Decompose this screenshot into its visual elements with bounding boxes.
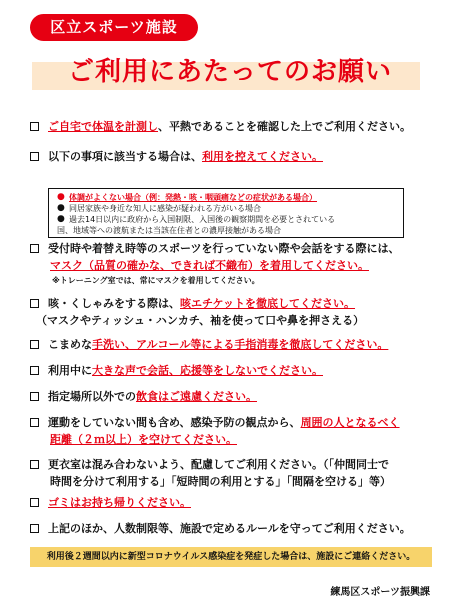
item-temperature: ご自宅で体温を計測し、平熱であることを確認した上でご利用ください。	[30, 118, 440, 135]
item-loud-voice: 利用中に大きな声で会話、応援等をしないでください。	[30, 362, 440, 379]
condition-item: ● 体調がよくない場合（例：発熱・咳・咽頭痛などの症状がある場合）	[57, 192, 317, 202]
item-etiquette: 咳・くしゃみをする際は、咳エチケットを徹底してください。 （マスクやティッシュ・ハンカチ、袖を使って口や鼻を押さえる）	[30, 295, 440, 329]
item-emphasis: 大きな声で会話、応援等をしないでください。	[92, 364, 323, 377]
item-trash	[30, 494, 440, 511]
condition-item-continued: 国、地域等への渡航または当該在住者との濃厚接触がある場合	[57, 226, 281, 235]
facility-badge: 区立スポーツ施設	[30, 14, 198, 41]
item-emphasis: 利用を控えてください。	[202, 150, 323, 163]
item-note: ※トレーニング室では、常にマスクを着用してください。	[52, 276, 260, 285]
item-emphasis: 咳エチケットを徹底してください。	[180, 297, 356, 310]
item-refrain: 以下の事項に該当する場合は、利用を控えてください。	[30, 148, 440, 165]
checkbox-icon	[30, 498, 39, 507]
issuer-label: 練馬区スポーツ振興課	[330, 587, 430, 598]
item-handwash: こまめな手洗い、アルコール等による手指消毒を徹底してください。	[30, 336, 440, 353]
checkbox-icon	[30, 340, 39, 349]
item-emphasis: 飲食はご遠慮ください。	[136, 390, 257, 403]
item-distance: 運動をしていない間も含め、感染予防の観点から、周囲の人となるべく 距離（２ｍ以上）を空けてください。	[30, 414, 440, 448]
item-emphasis: 手洗い、アルコール等による手指消毒を徹底してください。	[92, 338, 389, 351]
contact-banner: 利用後２週間以内に新型コロナウイルス感染症を発症した場合は、施設にご連絡ください。	[30, 547, 432, 567]
bullet-icon: ●	[57, 192, 65, 202]
bullet-icon: ●	[57, 214, 65, 224]
item-rules: 上記のほか、人数制限等、施設で定めるルールを守ってご利用ください。	[30, 520, 440, 537]
checkbox-icon	[30, 299, 39, 308]
checkbox-icon	[30, 366, 39, 375]
item-locker-room: 更衣室は混み合わないよう、配慮してご利用ください。（「仲間同士で 時間を分けて利用する」「短時間の利用とする」「間隔を空ける」等）	[30, 456, 440, 490]
page-title: ご利用にあたってのお願い	[67, 57, 392, 87]
item-emphasis: 周囲の人となるべく	[300, 416, 400, 429]
checkbox-icon	[30, 122, 39, 131]
condition-item: ● 過去14日以内に政府から入国制限、入国後の観察期間を必要とされている	[57, 214, 336, 224]
checkbox-icon	[30, 244, 39, 253]
item-food: 指定場所以外での飲食はご遠慮ください。	[30, 388, 440, 405]
checkbox-icon	[30, 152, 39, 161]
checkbox-icon	[30, 418, 39, 427]
item-emphasis: ゴミはお持ち帰りください。	[48, 496, 191, 509]
condition-item: ● 同居家族や身近な知人に感染が疑われる方がいる場合	[57, 203, 261, 213]
item-mask: 受付時や着替え時等のスポーツを行っていない際や会話をする際には、 マスク（品質の確かな、できれば不織布）を着用してください。 ※トレーニング室では、常にマスクを着用してください。	[30, 240, 440, 287]
item-emphasis: マスク（品質の確かな、できれば不織布）を着用してください。	[50, 259, 369, 272]
checkbox-icon	[30, 392, 39, 401]
checkbox-icon	[30, 524, 39, 533]
checkbox-icon	[30, 460, 39, 469]
item-emphasis: 距離（２ｍ以上）を空けてください。	[50, 433, 237, 446]
item-emphasis: ご自宅で体温を計測し	[48, 120, 158, 133]
bullet-icon: ●	[57, 203, 65, 213]
conditions-box	[48, 188, 404, 238]
